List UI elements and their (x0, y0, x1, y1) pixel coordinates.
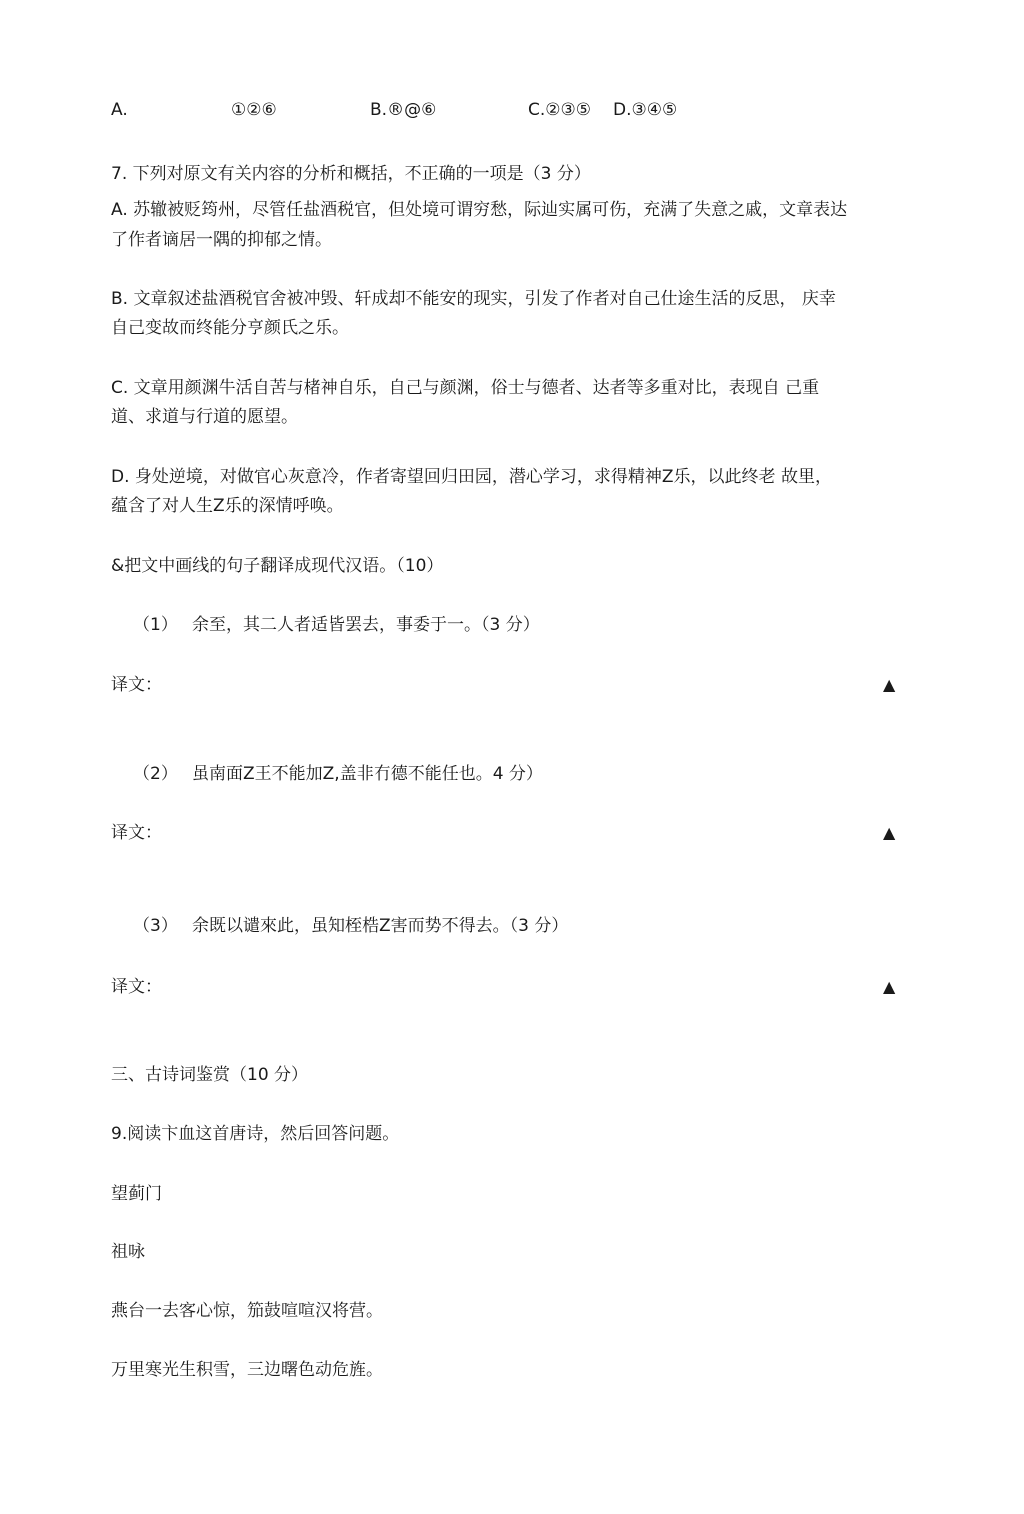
q9-stem: 9.阅读卞血这首唐诗，然后回答问题。 (111, 1124, 400, 1144)
q8-item-2-text: 虽南面Z王不能加Z,盖非冇德不能任也。4 分） (192, 764, 543, 784)
option-d: D.③④⑤ (613, 100, 678, 120)
poem-line-1: 燕台一去客心惊，笳鼓喧喧汉将营。 (111, 1301, 383, 1321)
q8-item-1-number: （1） (133, 615, 178, 635)
poem-author: 祖咏 (111, 1242, 145, 1262)
answer-marker-icon: ▲ (883, 675, 896, 694)
option-b: B.®@⑥ (370, 100, 437, 120)
poem-title: 望蓟门 (111, 1184, 162, 1204)
section-3-heading: 三、古诗词鉴赏（10 分） (111, 1065, 309, 1085)
q8-item-2-answer-label: 译文： (111, 823, 162, 843)
option-a-value: ①②⑥ (231, 100, 277, 120)
q7-option-b-line1: B. 文章叙述盐酒税官舍被冲毁、轩成却不能安的现实，引发了作者对自己仕途生活的反思， 庆幸 (111, 289, 836, 309)
poem-line-2: 万里寒光生积雪，三边曙色动危旌。 (111, 1360, 383, 1380)
q7-option-b-line2: 自己变故而终能分亨颜氏之乐。 (111, 318, 349, 338)
q8-item-3-number: （3） (133, 916, 178, 936)
option-c: C.②③⑤ (528, 100, 591, 120)
answer-marker-icon: ▲ (883, 823, 896, 842)
q8-stem: &把文中画线的句子翻译成现代汉语。（10） (111, 556, 444, 576)
q7-option-a-line2: 了作者谪居一隅的抑郁之情。 (111, 230, 332, 250)
q8-item-3-text: 余既以谴來此，虽知桎梏Z害而势不得去。（3 分） (192, 916, 569, 936)
q8-item-3-answer-label: 译文： (111, 977, 162, 997)
option-a-label: A. (111, 100, 128, 120)
q8-item-1-text: 余至，其二人者适皆罢去，事委于一。（3 分） (192, 615, 540, 635)
q8-item-1-answer-label: 译文： (111, 675, 162, 695)
q7-option-c-line1: C. 文章用颜渊牛活自苦与楮神自乐，自己与颜渊，俗士与德者、达者等多重对比，表现自 己重 (111, 378, 820, 398)
q7-option-c-line2: 道、求道与行道的愿望。 (111, 407, 298, 427)
q7-option-d-line2: 蕴含了对人生Z乐的深情呼唤。 (111, 496, 344, 516)
q7-option-d-line1: D. 身处逆境，对做官心灰意冷，作者寄望回归田园，潜心学习，求得精神Z乐，以此终老 故里， (111, 467, 832, 487)
answer-marker-icon: ▲ (883, 977, 896, 996)
q8-item-2-number: （2） (133, 764, 178, 784)
q7-option-a-line1: A. 苏辙被贬筠州，尽管任盐酒税官，但处境可谓穷愁，际辿实属可伤，充满了失意之戚，文章表达 (111, 200, 848, 220)
q7-stem: 7. 下列对原文有关内容的分析和概括，不正确的一项是（3 分） (111, 164, 591, 184)
